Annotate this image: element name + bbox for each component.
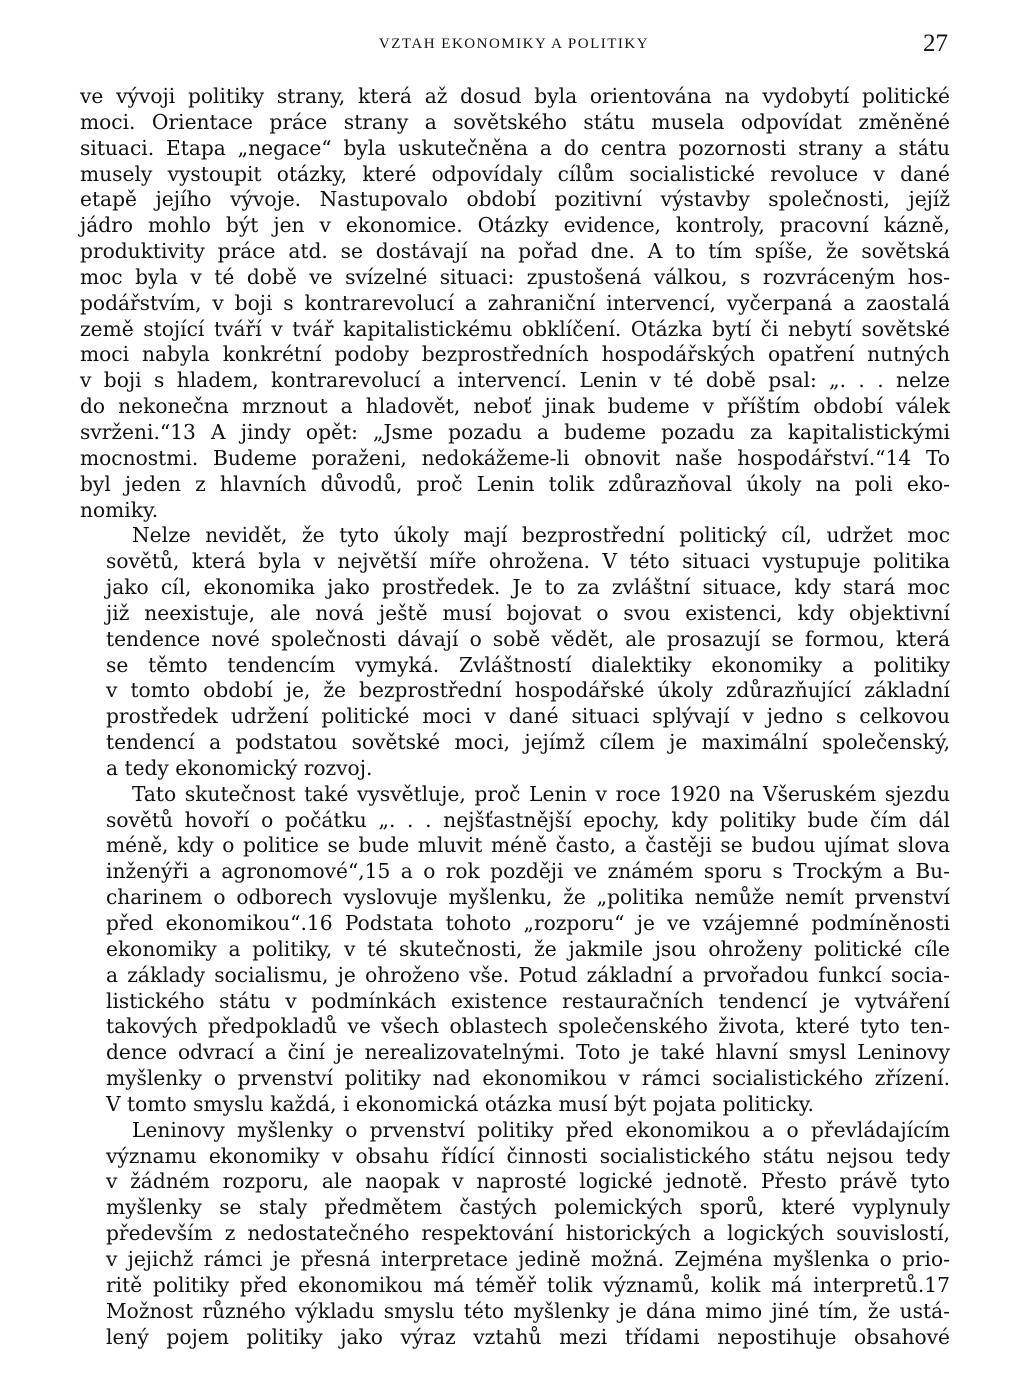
text-line: v tomto období je, že bezprostřední hospodářské úkoly zdůrazňující základní (106, 678, 950, 703)
text-line: významu ekonomiky v obsahu řídící činnosti socialistického státu nejsou tedy (106, 1143, 950, 1168)
text-line: sovětů, která byla v největší míře ohrožena. V této situaci vystupuje politika (106, 549, 950, 574)
text-line: Tato skutečnost také vysvětluje, proč Lenin v roce 1920 na Všeruském sjezdu (132, 781, 950, 806)
page-number: 27 (923, 30, 948, 57)
text-line: ekonomiky a politiky, v té skutečnosti, že jakmile jsou ohroženy politické cíle (106, 936, 950, 961)
text-line: svrženi.“13 A jindy opět: „Jsme pozadu a budeme pozadu za kapitalistickými (80, 419, 950, 444)
paragraph-4 (80, 1118, 950, 1351)
text-line: se těmto tendencím vymyká. Zvláštností dialektiky ekonomiky a politiky (106, 652, 950, 677)
text-line: mocnostmi. Budeme poraženi, nedokážeme-li obnovit naše hospodářství.“14 To (80, 445, 950, 470)
text-line: moci nabyla konkrétní podoby bezprostředních hospodářských opatření nutných (80, 342, 950, 367)
text-line: sovětů hovoří o počátku „. . . nejšťastnější epochy, kdy politiky bude čím dál (106, 807, 950, 832)
text-line: méně, kdy o politice se bude mluvit méně často, a častěji se budou ujímat slova (106, 833, 950, 858)
text-line: myšlenky o prvenství politiky nad ekonomikou v rámci socialistického zřízení. (106, 1066, 950, 1091)
text-line: moc byla v té době ve svízelné situaci: zpustošená válkou, s rozvráceným hos- (80, 264, 950, 289)
text-line: Leninovy myšlenky o prvenství politiky před ekonomikou a o převládajícím (132, 1117, 950, 1142)
text-line: produktivity práce atd. se dostávají na pořad dne. A to tím spíše, že sovětská (80, 239, 950, 264)
text-line: jádro mohlo být jen v ekonomice. Otázky evidence, kontroly, pracovní kázně, (80, 213, 950, 238)
text-line: ritě politiky před ekonomikou má téměř tolik významů, kolik má interpretů.17 (106, 1272, 950, 1297)
text-line: v boji s hladem, kontrarevolucí a intervencí. Lenin v té době psal: „. . . nelze (80, 368, 950, 393)
text-line: moci. Orientace práce strany a sovětského státu musela odpovídat změněné (80, 109, 950, 134)
text-line: etapě jejího vývoje. Nastupovalo období pozitivní výstavby společnosti, jejíž (80, 187, 950, 212)
text-line: před ekonomikou“.16 Podstata tohoto „rozporu“ je ve vzájemné podmíněnosti (106, 911, 950, 935)
text-line: takových předpokladů ve všech oblastech společenského života, které tyto ten- (106, 1014, 950, 1039)
text-line: tendence nové společnosti dávají o sobě vědět, ale prosazují se formou, která (106, 626, 950, 651)
text-line: listického státu v podmínkách existence restauračních tendencí je vytváření (106, 988, 950, 1013)
text-line: do nekonečna mrznout a hladovět, neboť jinak budeme v příštím období válek (80, 394, 950, 419)
text-line: prostředek udržení politické moci v dané situaci splývají v jedno s celkovou (106, 704, 950, 729)
text-line: a základy socialismu, je ohroženo vše. Potud základní a prvořadou funkcí socia- (106, 962, 950, 987)
body-text (80, 84, 950, 1350)
text-line: Nelze nevidět, že tyto úkoly mají bezprostřední politický cíl, udržet moc (132, 523, 950, 548)
text-line: myšlenky se staly předmětem častých polemických sporů, které vyplynuly (106, 1195, 950, 1220)
text-line: charinem o odborech vyslovuje myšlenku, že „politika nemůže nemít prvenství (106, 885, 950, 910)
text-line: a tedy ekonomický rozvoj. (106, 755, 373, 780)
text-line: v jejichž rámci je přesná interpretace jedině možná. Zejména myšlenka o prio- (106, 1246, 950, 1271)
text-line: jako cíl, ekonomika jako prostředek. Je to za zvláštní situace, kdy stará moc (106, 575, 950, 600)
text-line: dence odvrací a činí je nerealizovatelnými. Toto je také hlavní smysl Leninovy (106, 1040, 950, 1065)
text-line: lený pojem politiky jako výraz vztahů mezi třídami nepostihuje obsahové (106, 1324, 950, 1349)
text-line: podářstvím, v boji s kontrarevolucí a zahraniční intervencí, vyčerpaná a zaostalá (80, 290, 950, 315)
text-line: nomiky. (80, 497, 159, 522)
paragraph-1 (80, 84, 950, 523)
paragraph-3 (80, 782, 950, 1118)
text-line: musely vystoupit otázky, které odpovídaly cílům socialistické revoluce v dané (80, 161, 950, 186)
paragraph-2 (80, 523, 950, 781)
page-header (80, 32, 948, 62)
text-line: byl jeden z hlavních důvodů, proč Lenin tolik zdůrazňoval úkoly na poli eko- (80, 471, 950, 496)
text-line: situaci. Etapa „negace“ byla uskutečněna a do centra pozornosti strany a státu (80, 135, 950, 160)
text-line: již neexistuje, ale nová ještě musí bojovat o svou existenci, kdy objektivní (106, 600, 950, 625)
text-line: v žádném rozporu, ale naopak v naprosté logické jednotě. Přesto právě tyto (106, 1169, 950, 1194)
text-line: Možnost různého výkladu smyslu této myšlenky je dána mimo jiné tím, že ustá- (106, 1298, 950, 1323)
text-line: především z nedostatečného respektování historických a logických souvislostí, (106, 1221, 950, 1246)
text-line: země stojící tváří v tvář kapitalistickému obklíčení. Otázka bytí či nebytí sovětské (80, 316, 950, 341)
text-line: V tomto smyslu každá, i ekonomická otázka musí být pojata politicky. (106, 1091, 814, 1116)
text-line: inženýři a agronomové“,15 a o rok později ve známém sporu s Trockým a Bu- (106, 859, 950, 884)
text-line: ve vývoji politiky strany, která až dosud byla orientována na vydobytí politické (80, 84, 950, 108)
text-line: tendencí a podstatou sovětské moci, jejímž cílem je maximální společenský, (106, 730, 950, 755)
running-title: VZTAH EKONOMIKY A POLITIKY (378, 36, 650, 52)
